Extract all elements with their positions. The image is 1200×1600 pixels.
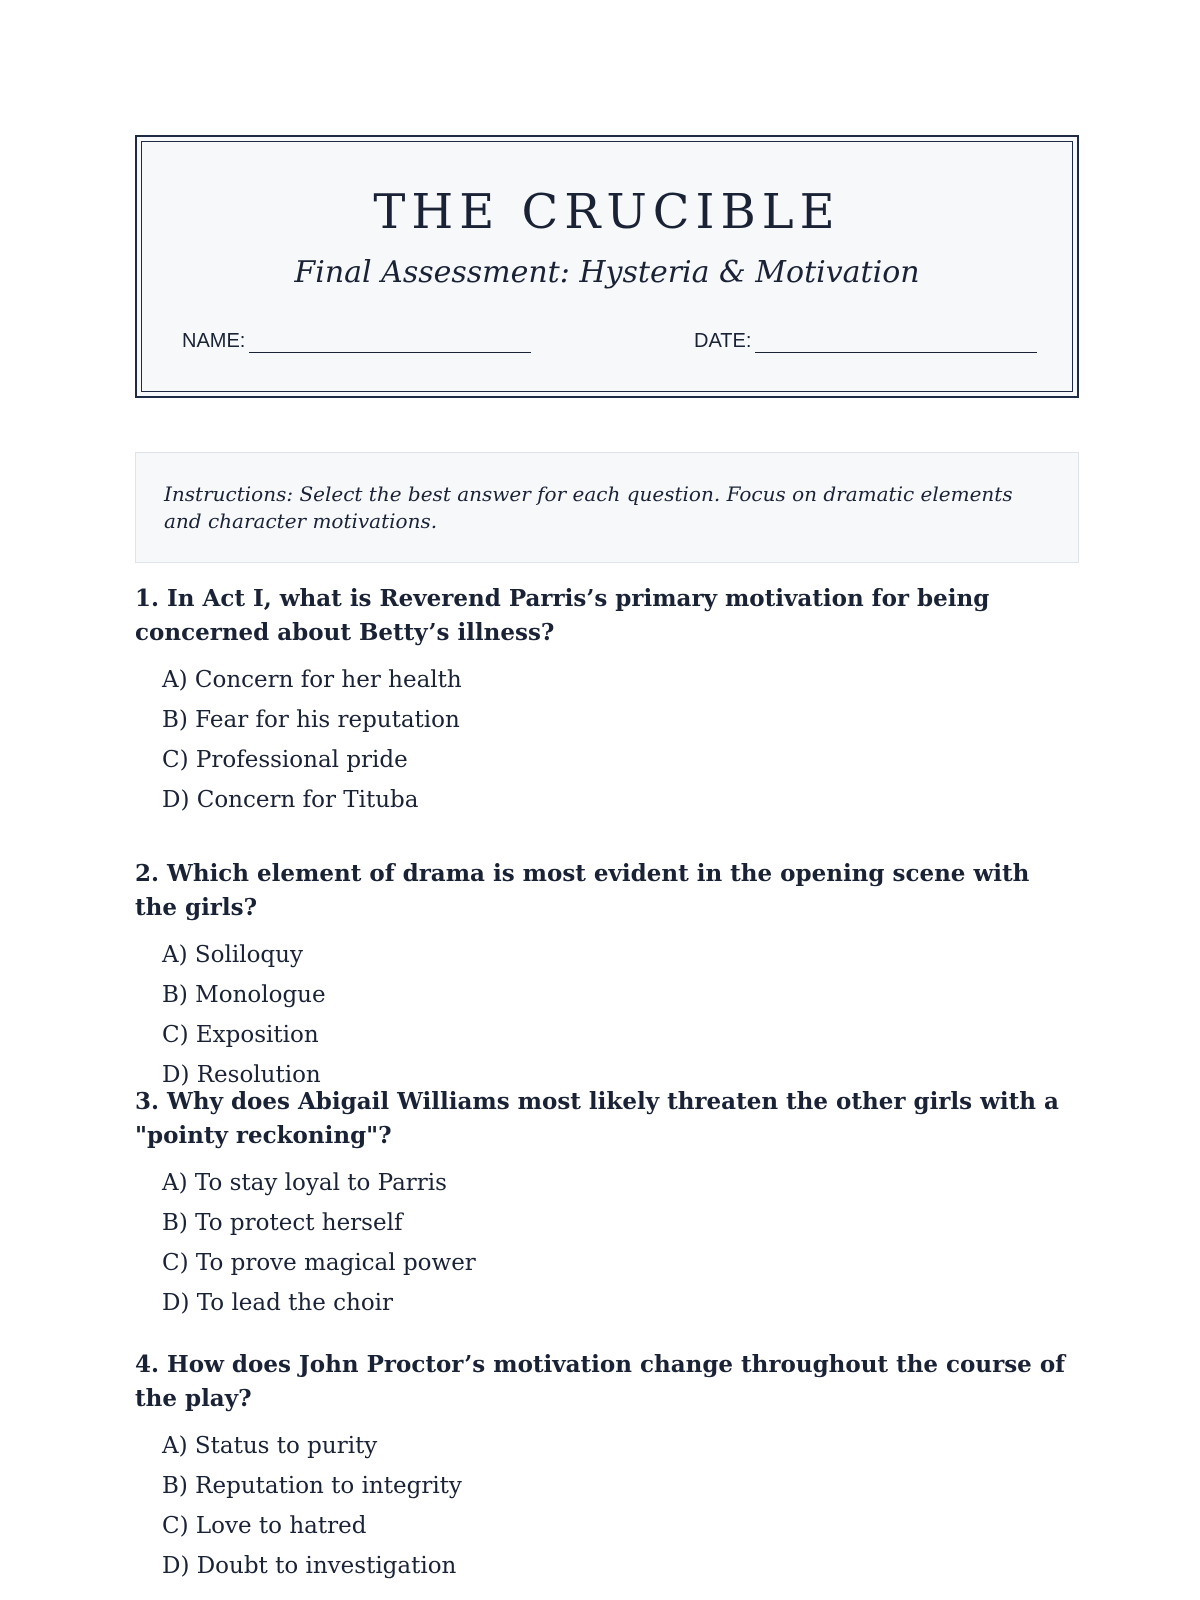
options-list — [135, 660, 1079, 820]
date-field[interactable] — [694, 330, 1037, 353]
page-subtitle: Final Assessment: Hysteria & Motivation — [294, 255, 920, 290]
option-c[interactable]: C) Love to hatred — [162, 1513, 367, 1539]
header-inner-border — [141, 141, 1073, 392]
option-a[interactable]: A) Concern for her health — [162, 667, 462, 693]
question-text: 1. In Act I, what is Reverend Parris’s primary motivation for being concerned about Betty’s illness? — [135, 585, 990, 646]
option-d[interactable]: D) Resolution — [162, 1062, 321, 1088]
option-b[interactable]: B) Reputation to integrity — [162, 1473, 462, 1499]
option-d[interactable]: D) To lead the choir — [162, 1290, 394, 1316]
options-list — [135, 935, 1079, 1095]
question-1 — [135, 582, 1079, 820]
instructions-box: Instructions: Select the best answer for each question. Focus on dramatic elements and character motivations. — [135, 452, 1079, 563]
name-field[interactable] — [182, 330, 531, 353]
option-d[interactable]: D) Concern for Tituba — [162, 787, 419, 813]
option-b[interactable]: B) To protect herself — [162, 1210, 403, 1236]
date-blank-line[interactable] — [755, 334, 1037, 353]
option-c[interactable]: C) Exposition — [162, 1022, 319, 1048]
header-box — [135, 135, 1079, 398]
question-4 — [135, 1348, 1079, 1586]
options-list — [135, 1426, 1079, 1586]
option-a[interactable]: A) Soliloquy — [162, 942, 303, 968]
option-c[interactable]: C) To prove magical power — [162, 1250, 476, 1276]
question-text: 3. Why does Abigail Williams most likely threaten the other girls with a "pointy reckoning"? — [135, 1088, 1059, 1149]
date-label: DATE: — [694, 330, 752, 352]
question-2 — [135, 857, 1079, 1095]
page-title: THE CRUCIBLE — [373, 184, 841, 240]
name-label: NAME: — [182, 330, 246, 352]
question-text: 2. Which element of drama is most evident in the opening scene with the girls? — [135, 860, 1030, 921]
name-date-row — [182, 330, 1032, 360]
question-text: 4. How does John Proctor’s motivation change throughout the course of the play? — [135, 1351, 1066, 1412]
option-c[interactable]: C) Professional pride — [162, 747, 408, 773]
option-b[interactable]: B) Fear for his reputation — [162, 707, 460, 733]
question-3 — [135, 1085, 1079, 1323]
option-b[interactable]: B) Monologue — [162, 982, 326, 1008]
option-a[interactable]: A) Status to purity — [162, 1433, 378, 1459]
option-a[interactable]: A) To stay loyal to Parris — [162, 1170, 447, 1196]
name-blank-line[interactable] — [249, 334, 531, 353]
options-list — [135, 1163, 1079, 1323]
assessment-page — [135, 135, 1079, 1579]
option-d[interactable]: D) Doubt to investigation — [162, 1553, 457, 1579]
